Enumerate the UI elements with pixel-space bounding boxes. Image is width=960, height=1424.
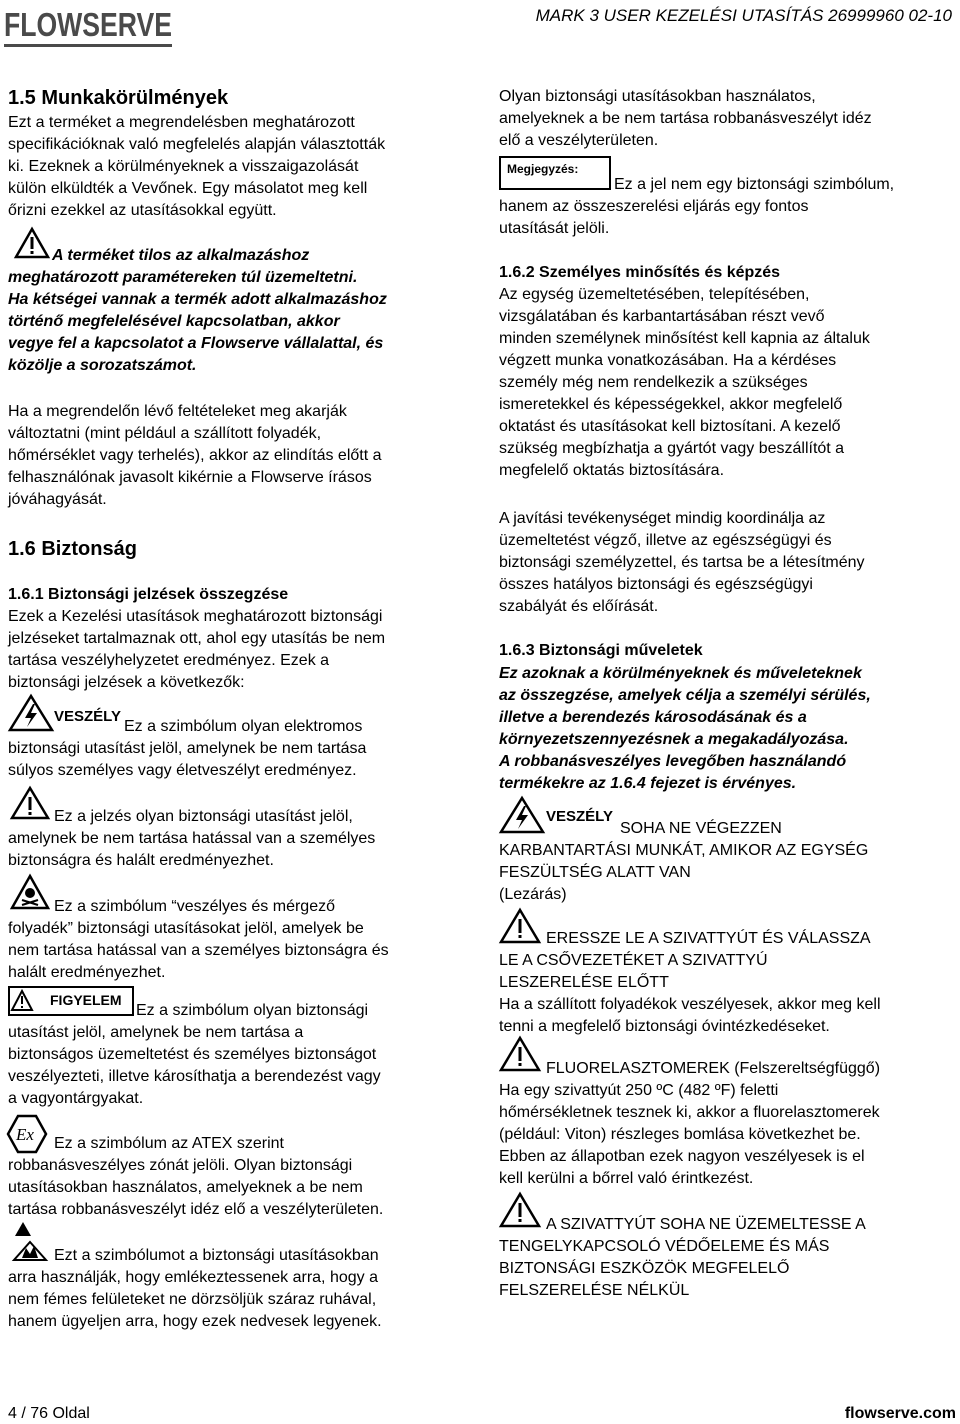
warning-4-line-1: A SZIVATTYÚT SOHA NE ÜZEMELTESSE A (546, 1216, 866, 1233)
electrical-hazard-icon (8, 694, 54, 737)
warning-2-line-1: ERESSZE LE A SZIVATTYÚT ÉS VÁLASSZA (546, 930, 871, 947)
warning-3-line-1: FLUORELASZTOMEREK (Felszereltségfüggő) (546, 1060, 881, 1077)
footer-website-link[interactable]: flowserve.com (844, 1405, 956, 1422)
warning-2-text: LE A CSŐVEZETÉKET A SZIVATTYÚ LESZERELÉSE ELŐTT Ha a szállított folyadékok veszélyesek, akkor meg kell tenni a megfelelő biztonsági óvintézkedéseket. (499, 952, 881, 1035)
danger-text: biztonsági utasítást jelöl, amelynek be nem tartása súlyos személyes vagy életveszélyt eredményez. (8, 740, 367, 779)
note-line-1: Ez a jel nem egy biztonsági szimbólum, (614, 176, 895, 193)
atex-text: robbanásveszélyes zónát jelöli. Olyan biztonsági utasításokban használatos, amelyeknek a be nem tartása robbanásveszélyt idéz elő a veszélyterületen. (8, 1157, 384, 1218)
svg-text:Ex: Ex (16, 1125, 34, 1144)
section-1-6-2-paragraph-1: Az egység üzemeltetésében, telepítésében, vizsgálatában és karbantartásában részt vevő minden személynek minősítést kell kapnia az általuk végzett munka vonatkozásában. Ha a kérdéses személy még nem rendelkezik a szükséges ismeretekkel és képességekkel, akkor megfelelő oktatást és utasításokat kell biztosítani. A kezelő szükség megbízhatja a gyártót vagy beszállítót a megfelelő oktatás biztosítására. (499, 286, 870, 479)
page-number: 4 / 76 Oldal (8, 1405, 90, 1422)
esd-static-icon (12, 1220, 48, 1267)
logo-text: FLOWSERVE (4, 6, 172, 43)
atex-line-1: Ez a szimbólum az ATEX szerint (54, 1135, 284, 1152)
warning-1-text: meghatározott paramétereken túl üzemeltetni. Ha kétségei vannak a termék adott alkalmazáshoz történő megfelelésével kapcsolatban, akkor vegye fel a kapcsolatot a Flowserve vállalattal, és közölje a sorozatszámot. (8, 269, 387, 374)
warning-triangle-icon (14, 227, 50, 264)
warning-triangle-icon (499, 908, 541, 949)
warning-triangle-icon (499, 1036, 541, 1077)
note-label: Megjegyzés: (507, 162, 579, 176)
toxic-text: folyadék” biztonsági utasításokat jelöl, amelyek be nem tartása hatással van a személyes biztonságra és halált eredményezhet. (8, 920, 389, 981)
electrical-hazard-icon (499, 796, 545, 839)
section-1-6-3-heading: 1.6.3 Biztonsági műveletek (499, 642, 703, 659)
document-title: MARK 3 USER KEZELÉSI UTASÍTÁS 26999960 02-10 (535, 6, 952, 25)
warning-text: amelynek be nem tartása hatással van a személyes biztonságra és halált eredményezhet. (8, 830, 376, 869)
caution-line-1: Ez a szimbólum olyan biztonsági (136, 1002, 369, 1019)
section-1-6-2-heading: 1.6.2 Személyes minősítés és képzés (499, 264, 781, 281)
warning-triangle-icon (499, 1192, 541, 1233)
toxic-hazard-icon (10, 874, 50, 915)
flowserve-logo (4, 2, 176, 54)
danger-label: VESZÉLY (54, 708, 121, 725)
right-paragraph-1: Olyan biztonsági utasításokban használatos, amelyeknek a be nem tartása robbanásveszélyt idéz elő a veszélyterületen. (499, 88, 872, 149)
section-1-6-heading: 1.6 Biztonság (8, 538, 137, 560)
warning-4-text: TENGELYKAPCSOLÓ VÉDŐELEME ÉS MÁS BIZTONSÁGI ESZKÖZÖK MEGFELELŐ FELSZERELÉSE NÉLKÜL (499, 1238, 830, 1299)
toxic-line-1: Ez a szimbólum “veszélyes és mérgező (54, 898, 335, 915)
section-1-6-3-paragraph: Ez azoknak a körülményeknek és műveleteknek az összegzése, amelyek célja a személyi sérülés, illetve a berendezés károsodásának és a környezetszennyezésnek a megakadályozása. A robbanásveszélyes levegőben használandó termékekre az 1.6.4 fejezet is érvényes. (499, 665, 871, 792)
section-1-5-paragraph-1: Ezt a terméket a megrendelésben meghatározott specifikációknak való megfelelés alapján választották ki. Ezeknek a körülményeknek a visszaigazolását külön elküldték a Vevőnek. Egy másolatot meg kell őrizni ezekkel az utasításokkal együtt. (8, 114, 386, 219)
note-text: hanem az összeszerelési eljárás egy fontos utasítását jelöli. (499, 198, 809, 237)
caution-label: FIGYELEM (50, 992, 122, 1008)
section-1-6-1-heading: 1.6.1 Biztonsági jelzések összegzése (8, 586, 289, 603)
esd-text: arra használják, hogy emlékeztessenek arra, hogy a nem fémes felületeket ne dörzsöljük száraz ruhával, hanem ügyeljen arra, hogy ezek nedvesek legyenek. (8, 1269, 382, 1330)
warning-1-line-1: A terméket tilos az alkalmazáshoz (52, 247, 310, 264)
section-1-5-paragraph-2: Ha a megrendelőn lévő feltételeket meg akarják változtatni (mint például a szállított folyadék, hőmérséklet vagy terhelés), akkor az elindítás előtt a felhasználónak javasolt kikérnie a Flowserve írásos jóváhagyását. (8, 403, 382, 508)
section-1-5-heading: 1.5 Munkakörülmények (8, 87, 229, 109)
atex-ex-icon (6, 1114, 48, 1159)
danger-label: VESZÉLY (546, 808, 613, 825)
section-1-6-1-paragraph: Ezek a Kezelési utasítások meghatározott biztonsági jelzéseket tartalmaznak ott, ahol egy utasítás be nem tartása veszélyhelyzetet eredményez. Ezek a biztonsági jelzések a következők: (8, 608, 386, 691)
section-1-6-2-paragraph-2: A javítási tevékenységet mindig koordinálja az üzemeltetést végző, illetve az egészségügyi és biztonsági személyzettel, és tartsa be a létesítmény összes hatályos biztonsági és egészségügyi szabályát és előírását. (499, 510, 865, 615)
danger-line-1: Ez a szimbólum olyan elektromos (124, 718, 363, 735)
caution-text: utasítást jelöl, amelynek be nem tartása a biztonságos üzemeltetést és személyes biztonságot veszélyezteti, illetve károsíthatja a berendezést vagy a vagyontárgyakat. (8, 1024, 381, 1107)
warning-3-text: Ha egy szivattyút 250 ºC (482 ºF) feletti hőmérsékletnek tesznek ki, akkor a fluorelasztomerek (például: Viton) részleges bomlása következhet be. Ebben az állapotban ezek nagyon veszélyesek is el kell kerülni a bőrrel való érintkezést. (499, 1082, 880, 1187)
warning-line-1: Ez a jelzés olyan biztonsági utasítást jelöl, (54, 808, 353, 825)
danger-1-text: KARBANTARTÁSI MUNKÁT, AMIKOR AZ EGYSÉG FESZÜLTSÉG ALATT VAN (Lezárás) (499, 842, 869, 903)
danger-1-line-1: SOHA NE VÉGEZZEN (620, 820, 782, 837)
esd-line-1: Ezt a szimbólumot a biztonsági utasításokban (54, 1247, 379, 1264)
warning-triangle-icon (10, 786, 50, 825)
